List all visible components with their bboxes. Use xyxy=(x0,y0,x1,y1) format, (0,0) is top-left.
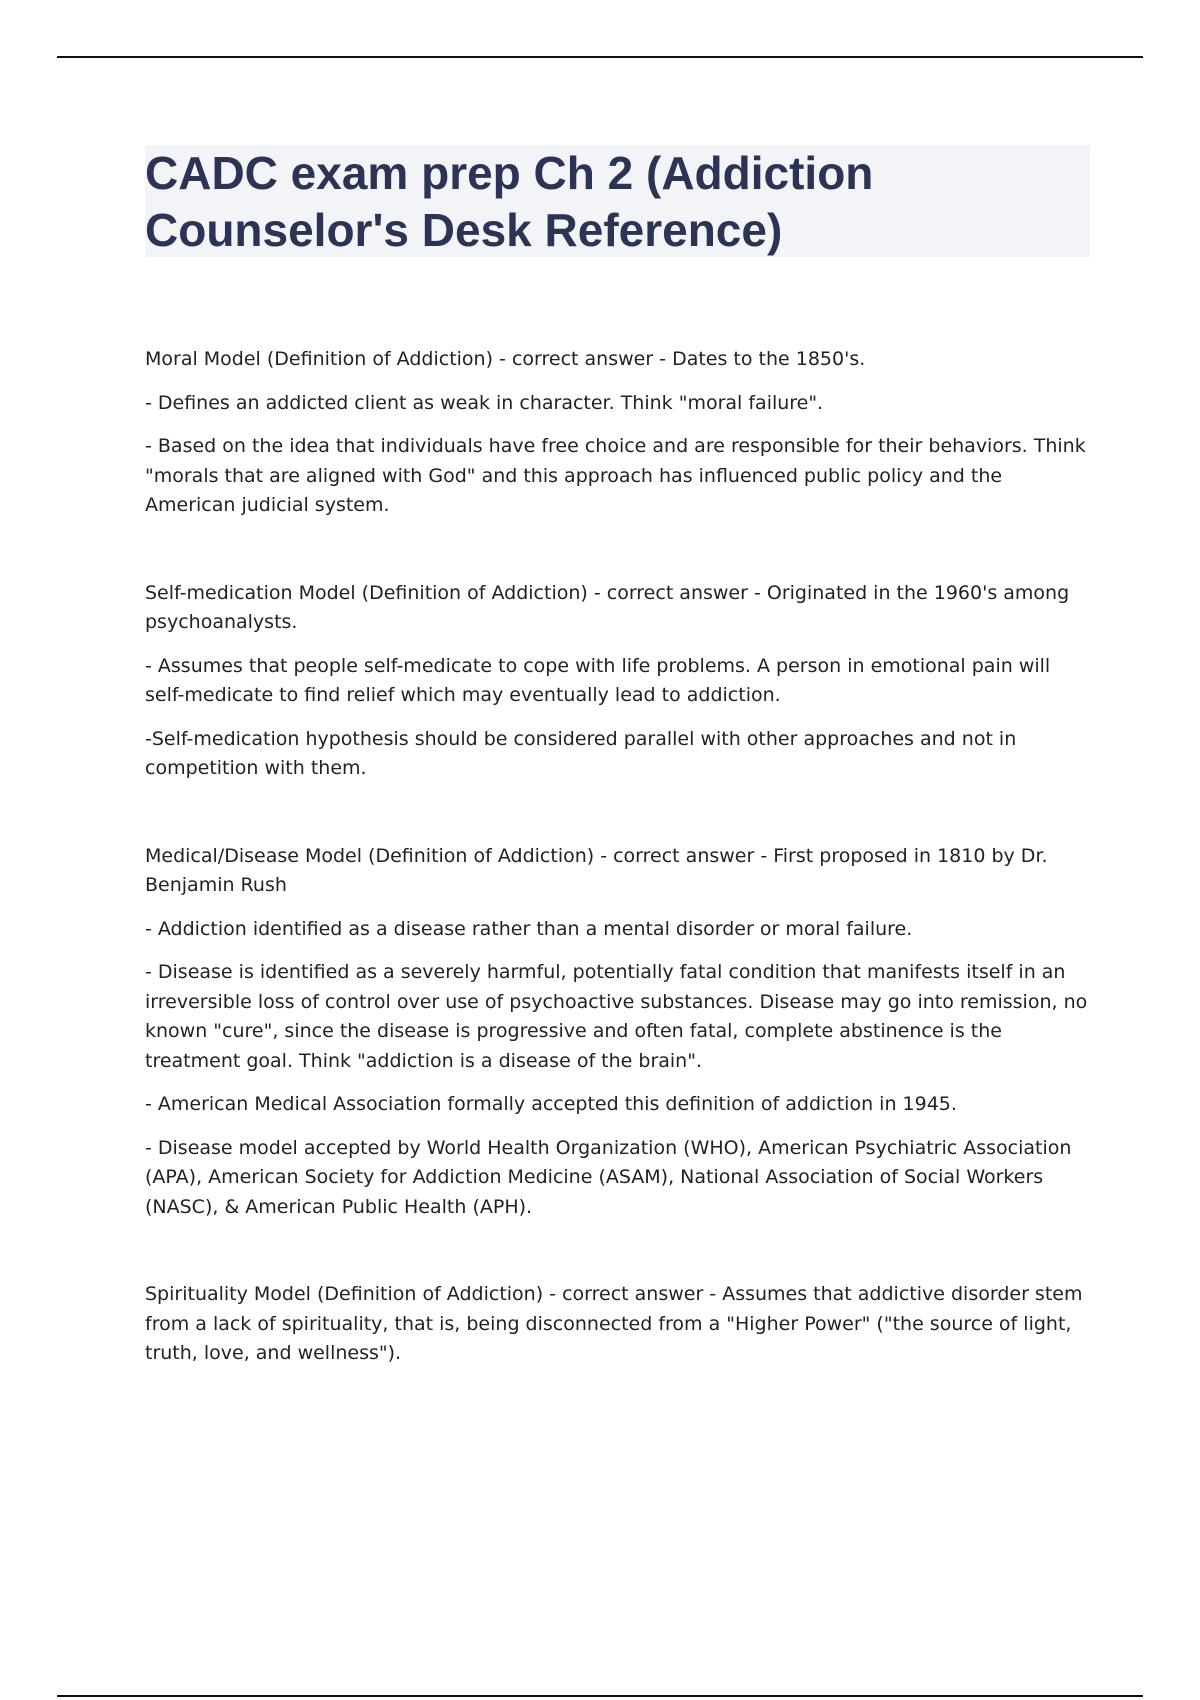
entry-paragraph: - Defines an addicted client as weak in character. Think "moral failure". xyxy=(145,391,824,414)
entry-paragraph: -Self-medication hypothesis should be considered parallel with other approaches and not in competition with them. xyxy=(145,727,1017,779)
document-body xyxy=(145,345,1090,1427)
entry-paragraph: - Addiction identified as a disease rather than a mental disorder or moral failure. xyxy=(145,917,913,940)
title-box xyxy=(145,145,1090,257)
entry-paragraph: - Based on the idea that individuals have free choice and are responsible for their behaviors. Think "morals that are aligned with God" and this approach has influenced public policy and the American judicial system. xyxy=(145,435,1086,516)
entry-self-medication-model xyxy=(145,579,1090,784)
entry-paragraph: - Disease model accepted by World Health Organization (WHO), American Psychiatric Association (APA), American Society for Addiction Medicine (ASAM), National Association of Social Workers (NASC), & American Public Health (APH). xyxy=(145,1136,1072,1218)
document-title: CADC exam prep Ch 2 (Addiction Counselor's Desk Reference) xyxy=(145,147,874,256)
top-rule xyxy=(57,56,1143,58)
entry-paragraph: Moral Model (Definition of Addiction) - correct answer - Dates to the 1850's. xyxy=(145,348,866,370)
entry-paragraph: - Disease is identified as a severely harmful, potentially fatal condition that manifests itself in an irreversible loss of control over use of psychoactive substances. Disease may go into remission, no known "cure", since the disease is progressive and often fatal, complete abstinence is the treatment goal. Think "addiction is a disease of the brain". xyxy=(145,961,1088,1072)
entry-paragraph: Medical/Disease Model (Definition of Addiction) - correct answer - First proposed in 1810 by Dr. Benjamin Rush xyxy=(145,844,1048,896)
entry-medical-disease-model xyxy=(145,842,1090,1223)
entry-paragraph: Spirituality Model (Definition of Addiction) - correct answer - Assumes that addictive disorder stem from a lack of spirituality, that is, being disconnected from a "Higher Power" ("the source of light, truth, love, and wellness"). xyxy=(145,1283,1083,1364)
entry-paragraph: - American Medical Association formally accepted this definition of addiction in 1945. xyxy=(145,1093,957,1115)
bottom-rule xyxy=(57,1695,1143,1697)
entry-moral-model xyxy=(145,345,1090,521)
entry-paragraph: - Assumes that people self-medicate to cope with life problems. A person in emotional pain will self-medicate to find relief which may eventually lead to addiction. xyxy=(145,654,1051,706)
entry-spirituality-model xyxy=(145,1280,1090,1369)
entry-paragraph: Self-medication Model (Definition of Addiction) - correct answer - Originated in the 1960's among psychoanalysts. xyxy=(145,581,1070,633)
